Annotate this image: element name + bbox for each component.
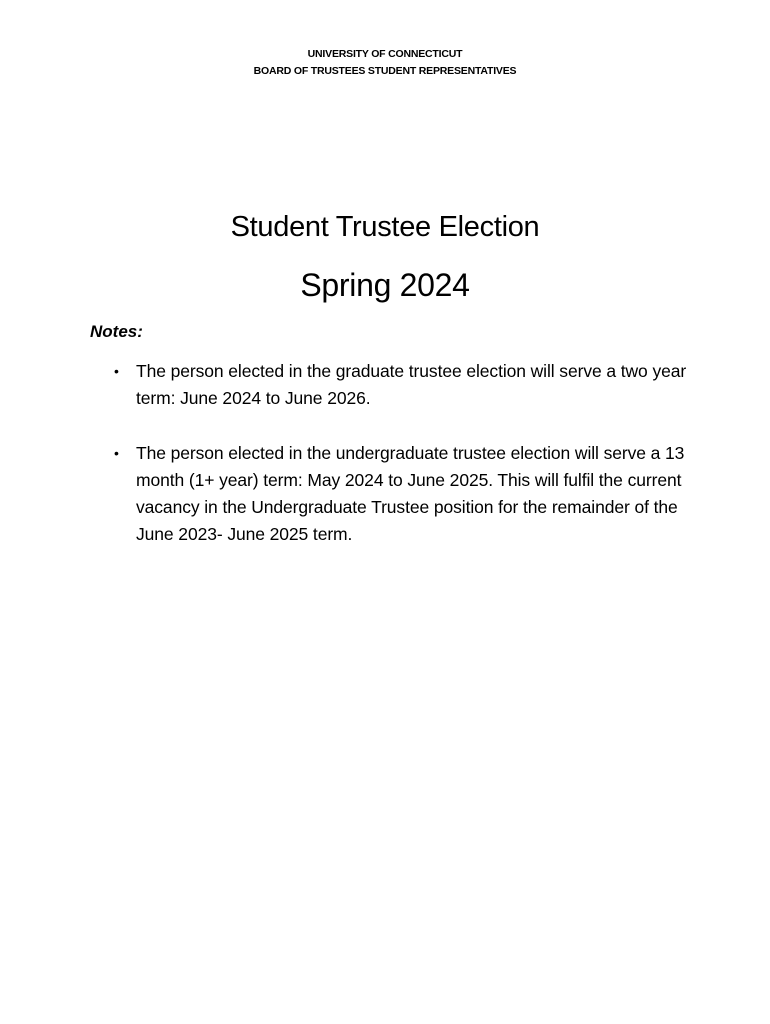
list-item: [90, 358, 710, 412]
document-header: [0, 46, 770, 80]
bullet-icon: •: [114, 445, 119, 461]
note-text: The person elected in the undergraduate trustee election will serve a 13 month (1+ year) term: May 2024 to June 2025. This will fulfil the current vacancy in the Undergraduate Trustee position for the remainder of the June 2023- June 2025 term.: [136, 443, 685, 544]
bullet-icon: •: [114, 363, 119, 379]
note-text: The person elected in the graduate trustee election will serve a two year term: June 2024 to June 2026.: [136, 361, 687, 408]
header-board: BOARD OF TRUSTEES STUDENT REPRESENTATIVES: [253, 65, 517, 77]
header-university: UNIVERSITY OF CONNECTICUT: [307, 48, 463, 60]
document-title: Student Trustee Election: [230, 211, 540, 243]
list-item: [90, 440, 710, 548]
document-subtitle: Spring 2024: [300, 267, 470, 303]
notes-list: [90, 358, 710, 548]
notes-heading: Notes:: [90, 322, 143, 341]
